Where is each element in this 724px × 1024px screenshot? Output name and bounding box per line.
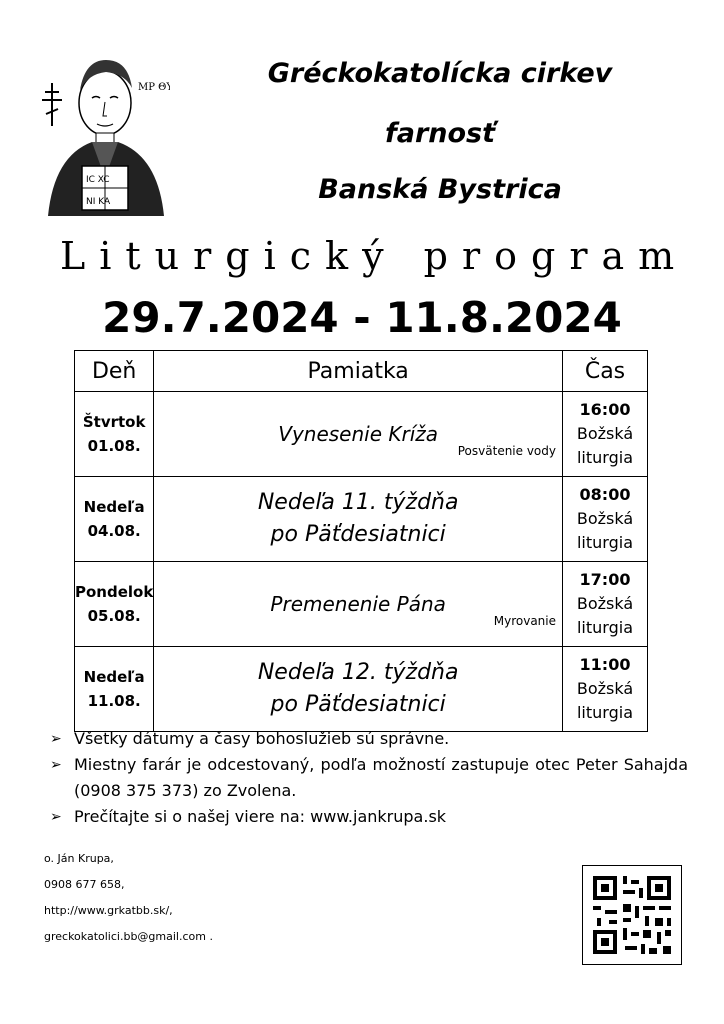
table-row: [75, 562, 648, 647]
parish-label: farnosť: [384, 118, 496, 149]
service-line1: Božská: [576, 424, 634, 443]
service-line2: liturgia: [576, 703, 633, 722]
time-cell: [563, 392, 648, 477]
day-date: 11.08.: [87, 692, 141, 710]
memorial-cell: [154, 562, 563, 647]
service-line1: Božská: [576, 594, 634, 613]
header-day: Deň: [75, 351, 154, 392]
note-text: Všetky dátumy a časy bohoslužieb sú správne.: [74, 729, 450, 748]
service-line2: liturgia: [576, 533, 633, 552]
arrow-bullet-icon: ➢: [50, 809, 62, 825]
schedule-table: [74, 350, 648, 732]
memorial-cell: [154, 392, 563, 477]
header-time: Čas: [563, 351, 648, 392]
memorial-note: Myrovanie: [493, 614, 556, 628]
day-cell: [75, 477, 154, 562]
note-text: Miestny farár je odcestovaný, podľa možností zastupuje otec Peter Sahajda (0908 375 373) zo Zvolena.: [74, 755, 688, 800]
contact-email: greckokatolici.bb@gmail.com .: [44, 930, 213, 943]
contact-phone: 0908 677 658,: [44, 878, 125, 891]
qr-code-icon: [582, 865, 682, 965]
list-item: [48, 752, 688, 804]
time-value: 11:00: [579, 655, 631, 674]
parish-city: Banská Bystrica: [318, 174, 562, 205]
service-line2: liturgia: [576, 618, 633, 637]
day-cell: [75, 392, 154, 477]
icon-inscription: ΜΡ ΘΥ: [138, 82, 170, 93]
day-name: Štvrtok: [82, 413, 146, 431]
book-inscription-top: IC XC: [86, 175, 110, 185]
church-name: Gréckokatolícka cirkev: [267, 58, 613, 89]
date-range: 29.7.2024 - 11.8.2024: [102, 293, 622, 342]
memorial-cell: [154, 477, 563, 562]
header-memorial: Pamiatka: [154, 351, 563, 392]
list-item: [48, 726, 688, 752]
table-row: [75, 477, 648, 562]
memorial-title: Premenenie Pána: [270, 592, 446, 616]
day-date: 05.08.: [87, 607, 141, 625]
memorial-title-line2: po Päťdesiatnici: [270, 692, 446, 717]
table-header-row: [75, 351, 648, 392]
memorial-cell: [154, 647, 563, 732]
table-row: [75, 647, 648, 732]
time-value: 17:00: [579, 570, 631, 589]
arrow-bullet-icon: ➢: [50, 757, 62, 773]
time-value: 08:00: [579, 485, 631, 504]
priest-portrait-illustration: [40, 38, 170, 218]
list-item: [48, 804, 688, 830]
time-cell: [563, 477, 648, 562]
time-value: 16:00: [579, 400, 631, 419]
service-line1: Božská: [576, 509, 634, 528]
program-title: Liturgický program: [60, 234, 689, 278]
day-name: Pondelok: [75, 583, 154, 601]
book-inscription-bottom: NI KA: [86, 197, 111, 207]
service-line2: liturgia: [576, 448, 633, 467]
note-text: Prečítajte si o našej viere na: www.jankrupa.sk: [74, 807, 447, 826]
day-name: Nedeľa: [83, 668, 145, 686]
arrow-bullet-icon: ➢: [50, 731, 62, 747]
contact-name: o. Ján Krupa,: [44, 852, 114, 865]
day-cell: [75, 647, 154, 732]
day-name: Nedeľa: [83, 498, 145, 516]
service-line1: Božská: [576, 679, 634, 698]
table-row: [75, 392, 648, 477]
time-cell: [563, 647, 648, 732]
day-date: 01.08.: [87, 437, 141, 455]
day-cell: [75, 562, 154, 647]
memorial-title: Nedeľa 11. týždňa: [257, 490, 459, 515]
memorial-title-line2: po Päťdesiatnici: [270, 522, 446, 547]
contact-website: http://www.grkatbb.sk/,: [44, 904, 173, 917]
memorial-title: Vynesenie Kríža: [278, 422, 439, 446]
time-cell: [563, 562, 648, 647]
memorial-note: Posvätenie vody: [457, 444, 556, 458]
notes-list: [48, 726, 688, 830]
day-date: 04.08.: [87, 522, 141, 540]
memorial-title: Nedeľa 12. týždňa: [257, 660, 459, 685]
